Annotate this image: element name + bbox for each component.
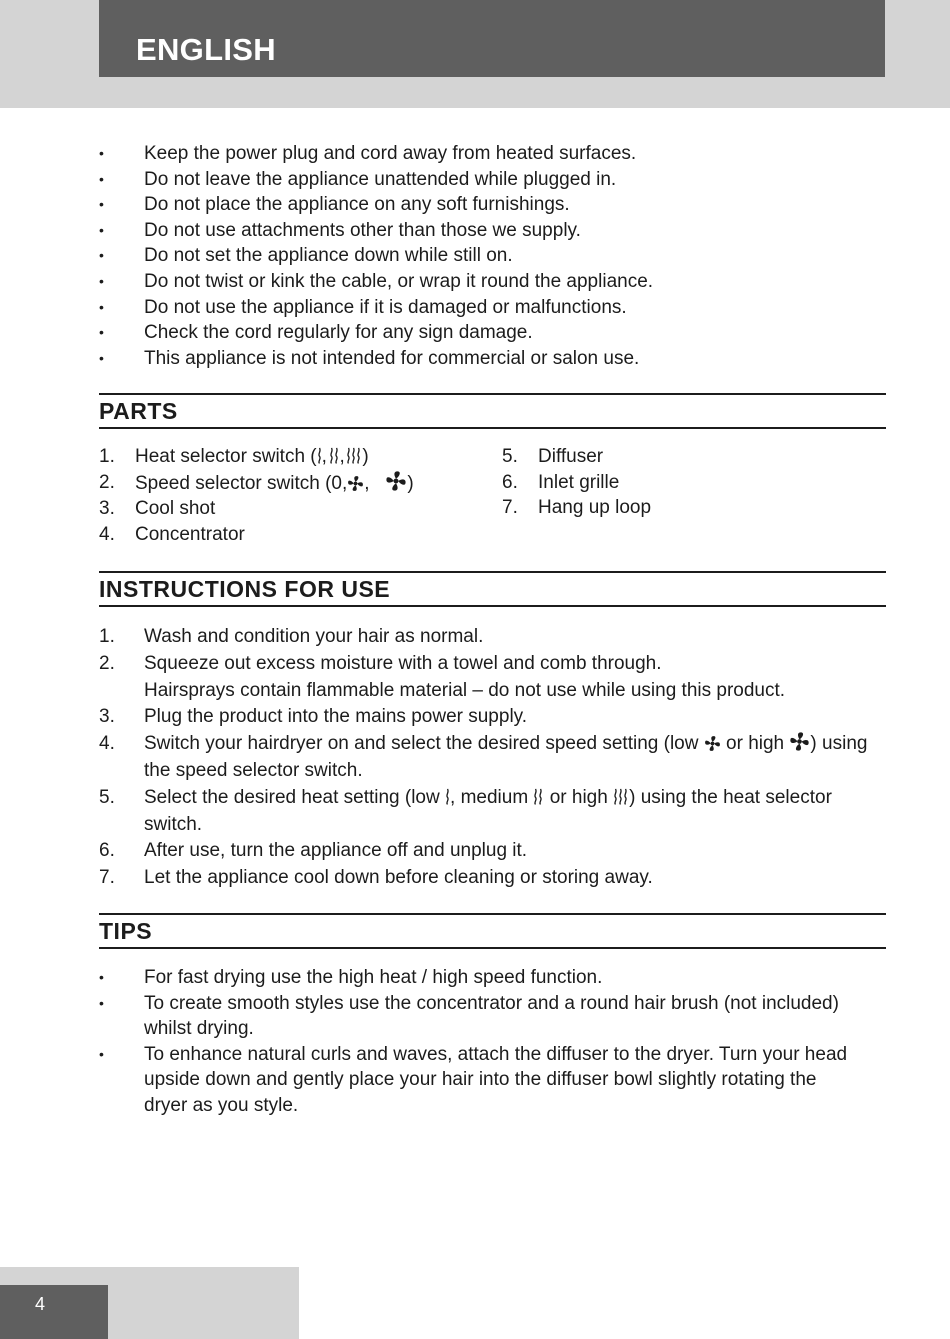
parts-heading: PARTS: [99, 398, 178, 424]
part-number: 4.: [99, 523, 115, 545]
instructions-list: [99, 624, 886, 892]
part-number: 5.: [502, 446, 518, 467]
list-item: • Do not twist or kink the cable, or wrap it round the appliance.: [99, 269, 886, 295]
part-label: Concentrator: [135, 523, 245, 545]
part-number: 7.: [502, 497, 518, 519]
fan-low-icon: [704, 735, 721, 752]
part-label-suffix: ): [407, 472, 414, 494]
part-item-inlet-grille: [502, 470, 651, 496]
instruction-step: [99, 731, 886, 785]
step-text: Wash and condition your hair as normal.: [144, 626, 484, 647]
parts-heading-bar: [99, 393, 886, 429]
step-number: 2.: [99, 652, 115, 674]
fan-low-icon: [347, 475, 364, 492]
instruction-step: [99, 704, 886, 731]
list-item: • Do not leave the appliance unattended while plugged in.: [99, 167, 886, 193]
step-text-part: Select the desired heat setting (low: [144, 786, 440, 808]
part-item-concentrator: [99, 522, 414, 548]
part-label: Hang up loop: [538, 497, 652, 519]
list-item: • Check the cord regularly for any sign damage.: [99, 320, 886, 346]
heat-medium-icon: [329, 446, 340, 465]
step-warning-text: Hairsprays contain flammable material – do not use while using this product.: [144, 679, 786, 701]
heat-medium-icon: [533, 787, 544, 806]
step-number: 4.: [99, 733, 115, 755]
part-item-hang-up-loop: [502, 495, 651, 521]
part-item-cool-shot: [99, 496, 414, 522]
list-item: • Do not use the appliance if it is damaged or malfunctions.: [99, 295, 886, 321]
safety-bullet-list: [99, 141, 886, 371]
heat-low-icon: [317, 446, 322, 465]
part-label: Heat selector switch (: [135, 446, 317, 467]
list-item: • Keep the power plug and cord away from heated surfaces.: [99, 141, 886, 167]
heat-high-icon: [613, 787, 629, 806]
step-number: 5.: [99, 786, 115, 808]
tips-list: [99, 965, 859, 1119]
step-text-part: ) using the heat selector switch.: [144, 786, 832, 835]
part-number: 1.: [99, 446, 115, 467]
page-number-box: [0, 1285, 108, 1339]
part-item-speed-selector: [99, 470, 414, 497]
fan-high-icon: [385, 470, 407, 492]
step-number: 6.: [99, 840, 115, 862]
part-label: Diffuser: [538, 446, 604, 467]
tips-heading: TIPS: [99, 918, 153, 944]
instruction-step: [99, 785, 886, 839]
part-number: 6.: [502, 471, 518, 493]
step-text: Squeeze out excess moisture with a towel and comb through.: [144, 652, 662, 674]
parts-list-right: [502, 444, 651, 521]
instruction-step: [99, 865, 886, 892]
list-item: • Do not place the appliance on any soft furnishings.: [99, 192, 886, 218]
parts-list-left: [99, 444, 414, 547]
instruction-step: [99, 651, 886, 705]
instruction-step: [99, 624, 886, 651]
part-label: Speed selector switch (0,: [135, 472, 348, 494]
part-label: Inlet grille: [538, 471, 620, 493]
fan-high-icon: [789, 731, 810, 752]
list-item: • Do not set the appliance down while still on.: [99, 243, 886, 269]
part-label-suffix: ): [362, 446, 369, 467]
page-number: 4: [35, 1294, 46, 1314]
language-tab: [99, 0, 885, 77]
part-label: Cool shot: [135, 498, 216, 520]
step-number: 3.: [99, 706, 115, 728]
step-text-part: or high: [549, 786, 608, 808]
list-item: • This appliance is not intended for commercial or salon use.: [99, 346, 886, 372]
instruction-step: [99, 838, 886, 865]
step-number: 1.: [99, 626, 115, 647]
instructions-heading: INSTRUCTIONS FOR USE: [99, 576, 391, 602]
list-item: • Do not use attachments other than those we supply.: [99, 218, 886, 244]
tip-item: • To create smooth styles use the concentrator and a round hair brush (not included) whilst drying.: [99, 991, 859, 1042]
instructions-heading-bar: [99, 571, 886, 607]
step-text-part: , medium: [450, 786, 529, 808]
part-number: 2.: [99, 471, 115, 493]
tip-item: • For fast drying use the high heat / high speed function.: [99, 965, 859, 991]
step-text-part: or high: [726, 733, 785, 755]
step-text: After use, turn the appliance off and unplug it.: [144, 840, 528, 862]
language-title: ENGLISH: [136, 32, 276, 67]
step-text-part: Switch your hairdryer on and select the desired speed setting (low: [144, 733, 699, 755]
tip-item: • To enhance natural curls and waves, attach the diffuser to the dryer. Turn your head upside down and gently place your hair into the diffuser bowl slightly rotating the dryer as you style.: [99, 1042, 859, 1119]
part-item-diffuser: [502, 444, 651, 470]
part-label-separator: ,: [364, 472, 370, 494]
part-number: 3.: [99, 498, 115, 520]
step-text-part: ) using the speed selector switch.: [144, 733, 868, 781]
step-number: 7.: [99, 867, 115, 889]
tips-heading-bar: [99, 913, 886, 949]
heat-high-icon: [346, 446, 362, 465]
part-item-heat-selector: 1. Heat selector switch ( , , ): [99, 444, 414, 470]
step-text: Plug the product into the mains power supply.: [144, 706, 528, 728]
step-text: Let the appliance cool down before cleaning or storing away.: [144, 867, 653, 889]
